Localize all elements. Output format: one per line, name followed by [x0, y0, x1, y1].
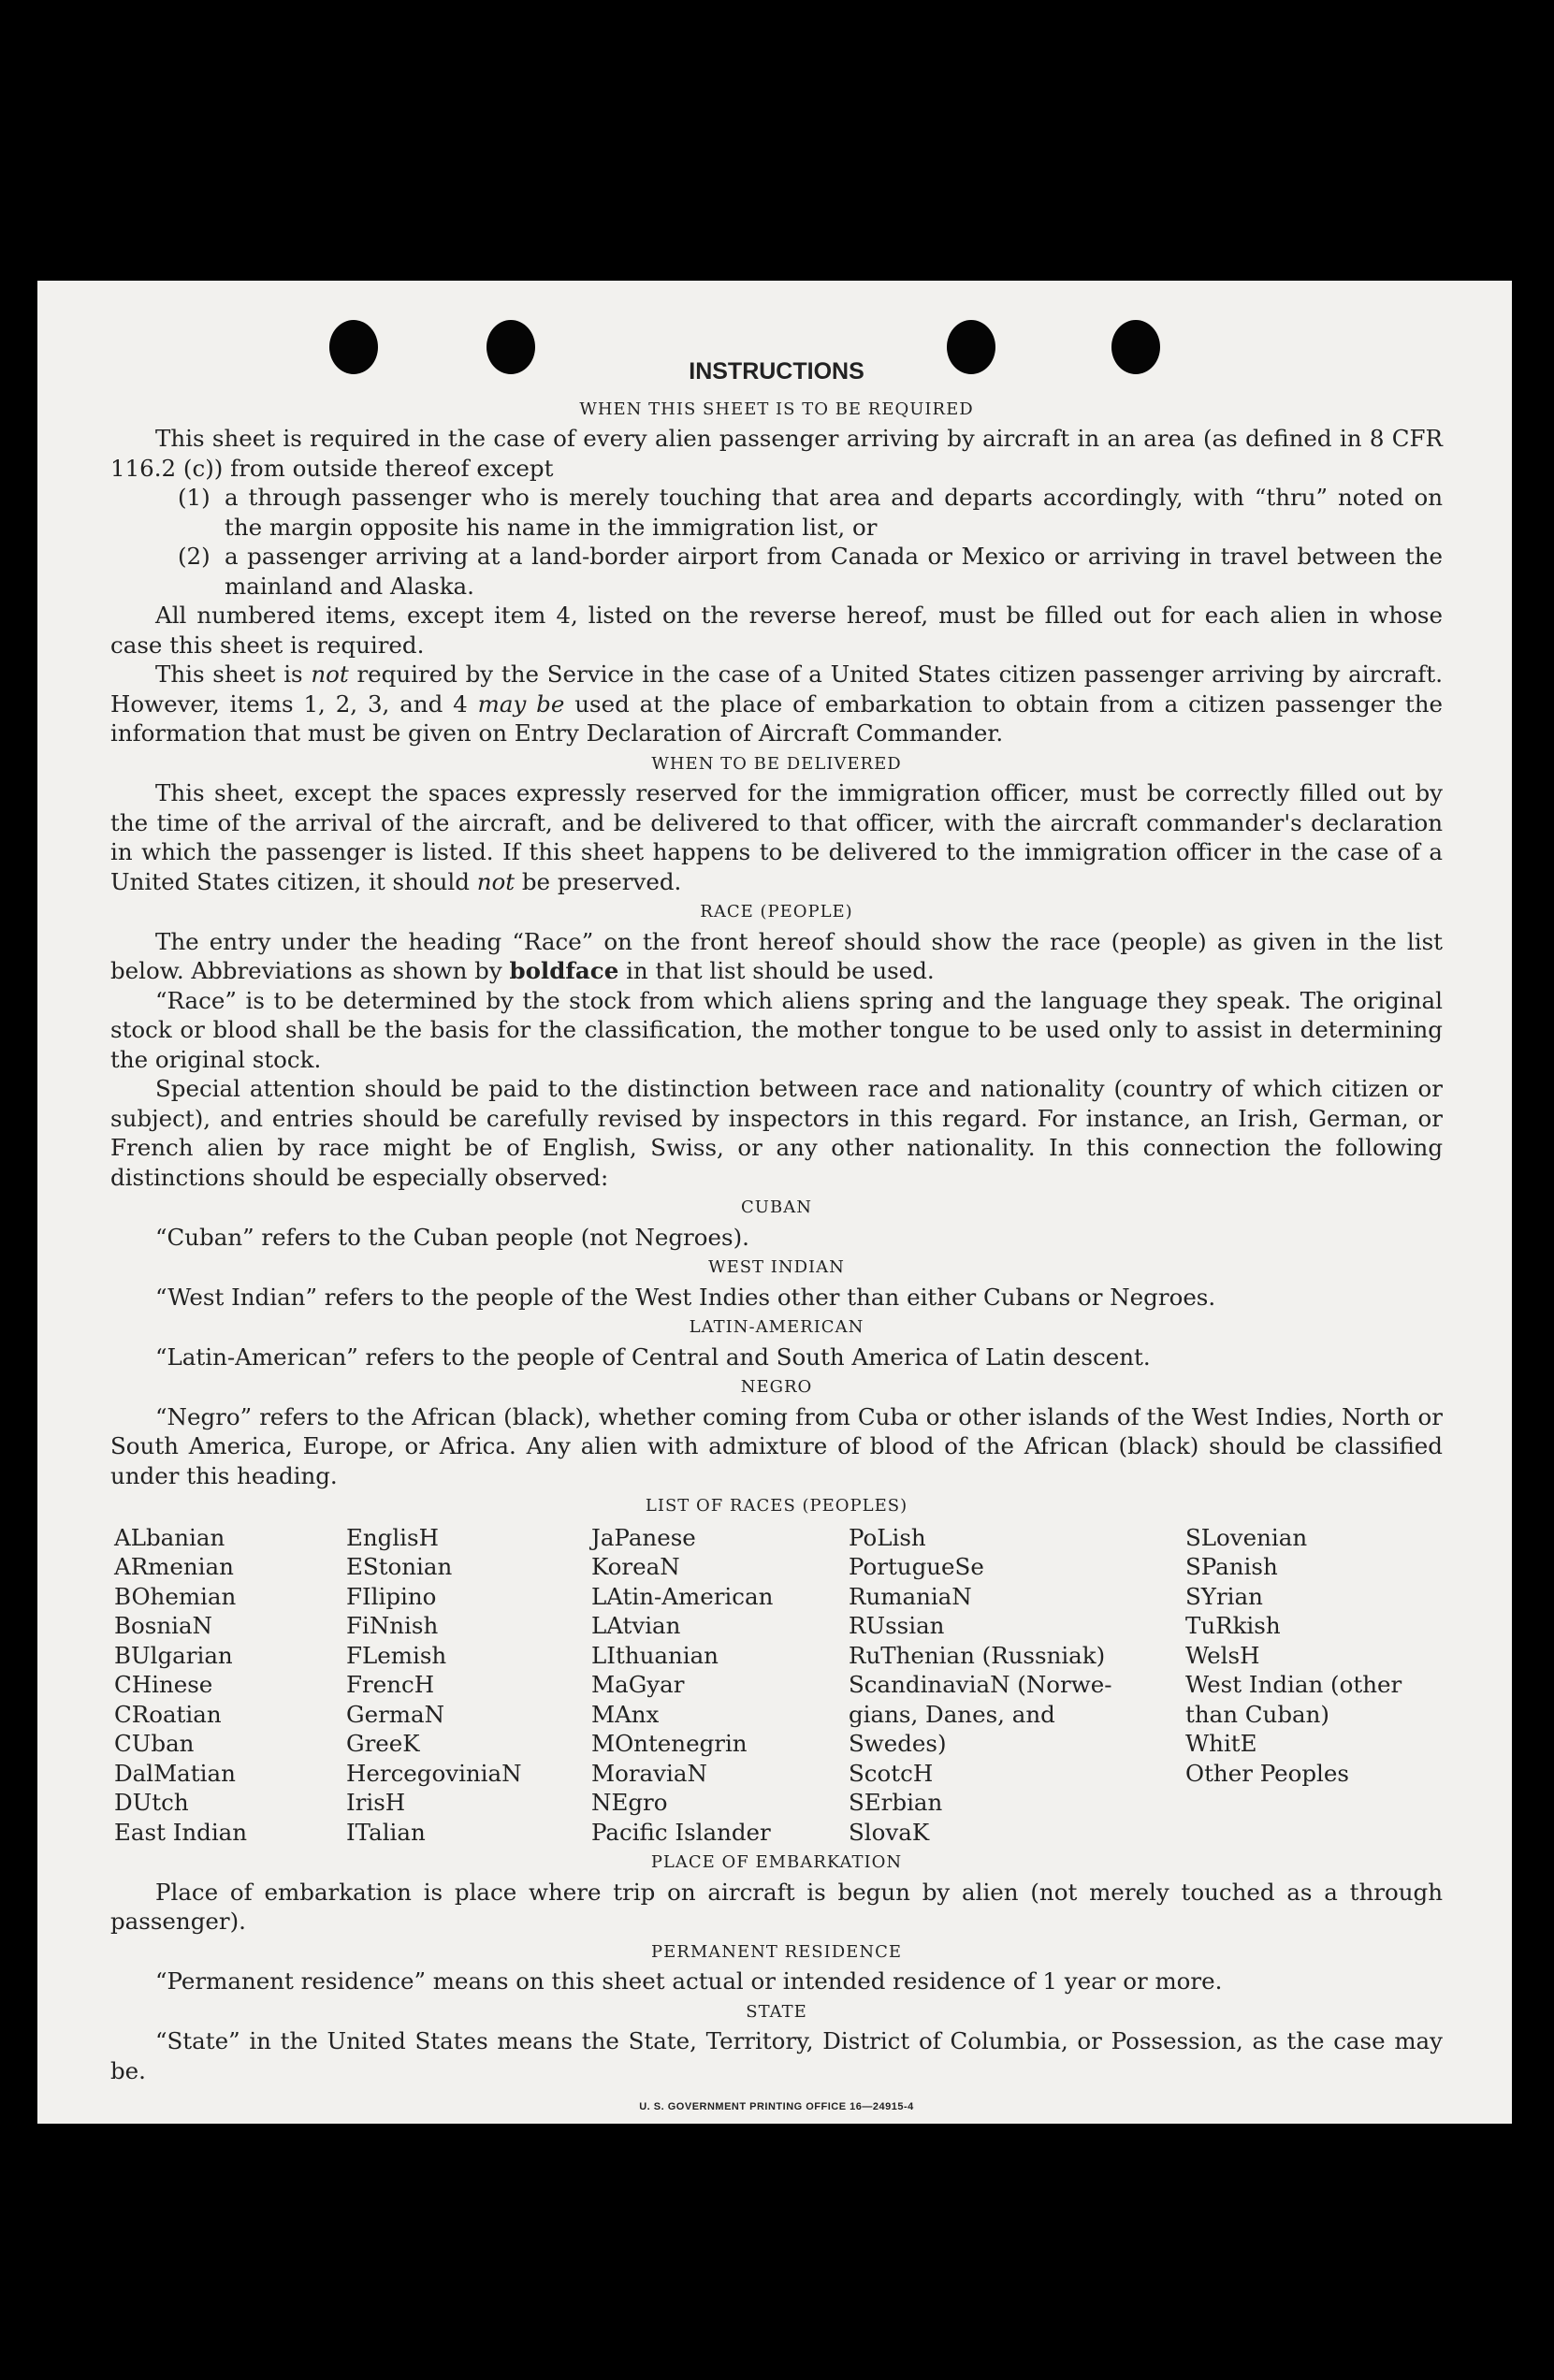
race-entry: BUlgarian — [114, 1641, 233, 1669]
list-item — [178, 542, 1443, 601]
race-entry: CUban — [114, 1730, 195, 1757]
race-entry: IrisH — [346, 1789, 406, 1816]
item-number: (2) — [178, 543, 211, 570]
race-entry: GreeK — [346, 1730, 420, 1757]
race-entry: EnglisH — [346, 1523, 439, 1551]
race-entry: RUssian — [849, 1612, 945, 1639]
item-text: a through passenger who is merely touching that area and departs accordingly, with “thru” noted on the margin opposite his name in the immigration list, or — [225, 484, 1443, 541]
instruction-sheet — [37, 281, 1512, 2124]
race-entry: than Cuban) — [1185, 1700, 1329, 1728]
race-entry: GermaN — [346, 1700, 445, 1728]
item-number: (1) — [178, 484, 211, 511]
race-entry: HercegoviniaN — [346, 1759, 522, 1787]
race-entry: WhitE — [1185, 1730, 1257, 1757]
race-entry: LAtvian — [591, 1612, 681, 1639]
race-entry: EStonian — [346, 1553, 453, 1580]
italic-text: not — [476, 867, 516, 895]
race-column — [346, 1523, 591, 1848]
punch-hole — [487, 320, 535, 374]
paragraph — [110, 927, 1443, 986]
punch-hole — [329, 320, 378, 374]
text-span: required by the Service in the case of a United States citizen passenger arriving by aircraft. However, items 1, 2, 3, and 4 — [110, 660, 1443, 718]
race-column — [114, 1523, 346, 1848]
paragraph: “State” in the United States means the State, Territory, District of Columbia, or Possession, as the case may be. — [110, 2027, 1443, 2084]
text-span: in that list should be used. — [618, 957, 935, 984]
text-span: This sheet, except the spaces expressly reserved for the immigration officer, must be correctly filled out by the time of the arrival of the aircraft, and be delivered to that officer, with the aircraft commander's declaration in which the passenger is listed. If this sheet happens to be delivered to the immigration officer in the case of a United States citizen, it should — [110, 779, 1443, 895]
race-entry: DUtch — [114, 1789, 189, 1816]
page-title: INSTRUCTIONS — [689, 358, 864, 385]
text-span: be preserved. — [515, 867, 682, 895]
race-entry: RumaniaN — [849, 1582, 972, 1610]
section-heading: PERMANENT RESIDENCE — [651, 1941, 902, 1962]
race-entry: KoreaN — [591, 1553, 680, 1580]
paragraph — [110, 778, 1443, 896]
paragraph: All numbered items, except item 4, listed on the reverse hereof, must be filled out for each alien in whose case this sheet is required. — [110, 602, 1443, 659]
race-entry: FIlipino — [346, 1582, 437, 1610]
race-entry: Other Peoples — [1185, 1759, 1349, 1787]
race-entry: FiNnish — [346, 1612, 439, 1639]
section-heading: WHEN THIS SHEET IS TO BE REQUIRED — [579, 399, 974, 419]
section-heading: LIST OF RACES (PEOPLES) — [645, 1496, 908, 1516]
race-entry: ScandinaviaN (Norwe- — [849, 1671, 1112, 1698]
race-entry: SLovenian — [1185, 1523, 1308, 1551]
paragraph: “Race” is to be determined by the stock from which aliens spring and the language they speak. The original stock or blood shall be the basis for the classification, the mother tongue to be used only to assist in determining the original stock. — [110, 986, 1443, 1073]
race-entry: LAtin-American — [591, 1582, 774, 1610]
race-entry: TuRkish — [1185, 1612, 1281, 1639]
race-entry: BosniaN — [114, 1612, 212, 1639]
race-entry: NEgro — [591, 1789, 668, 1816]
punch-hole — [947, 320, 995, 374]
race-entry: WelsH — [1185, 1641, 1260, 1669]
race-entry: PortugueSe — [849, 1553, 984, 1580]
section-heading: NEGRO — [740, 1377, 813, 1397]
paragraph: This sheet is required in the case of every alien passenger arriving by aircraft in an area (as defined in 8 CFR 116.2 (c)) from outside thereof except — [110, 425, 1443, 482]
race-column — [591, 1523, 849, 1848]
race-entry: SErbian — [849, 1789, 943, 1816]
paragraph: Special attention should be paid to the distinction between race and nationality (country of which citizen or subject), and entries should be carefully revised by inspectors in this regard. For instance, an Irish, German, or French alien by race might be of English, Swiss, or any other nationality. In this connection the following distinctions should be especially observed: — [110, 1075, 1443, 1191]
race-entry: ARmenian — [114, 1553, 234, 1580]
paragraph: “West Indian” refers to the people of the West Indies other than either Cubans or Negroes. — [155, 1283, 1216, 1311]
race-entry: MOntenegrin — [591, 1730, 748, 1757]
italic-text: not — [311, 660, 349, 688]
section-heading: WEST INDIAN — [708, 1257, 845, 1277]
race-entry: ALbanian — [114, 1523, 225, 1551]
race-entry: LIthuanian — [591, 1641, 719, 1669]
race-entry: Pacific Islander — [591, 1818, 771, 1846]
race-entry: MoraviaN — [591, 1759, 707, 1787]
race-entry: ScotcH — [849, 1759, 934, 1787]
section-heading: LATIN-AMERICAN — [689, 1317, 864, 1337]
section-heading: RACE (PEOPLE) — [700, 902, 853, 922]
section-heading: PLACE OF EMBARKATION — [650, 1852, 903, 1872]
section-heading: CUBAN — [741, 1197, 812, 1217]
paragraph: “Cuban” refers to the Cuban people (not Negroes). — [155, 1223, 749, 1251]
printer-footer: U. S. GOVERNMENT PRINTING OFFICE 16—24915-4 — [639, 2101, 914, 2112]
race-column — [1185, 1523, 1429, 1848]
race-entry: PoLish — [849, 1523, 926, 1551]
race-entry: FrencH — [346, 1671, 435, 1698]
bold-text: boldface — [509, 957, 619, 984]
race-entry: East Indian — [114, 1818, 248, 1846]
item-text: a passenger arriving at a land-border airport from Canada or Mexico or arriving in travel between the mainland and Alaska. — [225, 543, 1443, 600]
paragraph — [110, 660, 1443, 748]
section-heading: STATE — [746, 2001, 807, 2022]
race-entry: DalMatian — [114, 1759, 236, 1787]
race-entry: gians, Danes, and — [849, 1700, 1055, 1728]
race-entry: FLemish — [346, 1641, 447, 1669]
text-span: used at the place of embarkation to obtain from a citizen passenger the information that must be given on Entry Declaration of Aircraft Commander. — [110, 689, 1443, 747]
text-span: This sheet is — [155, 660, 312, 688]
text-span: The entry under the heading “Race” on the front hereof should show the race (people) as given in the list below. Abbreviations as shown by — [110, 927, 1443, 984]
race-entry: Swedes) — [849, 1730, 947, 1757]
list-item — [178, 483, 1443, 542]
section-heading: WHEN TO BE DELIVERED — [651, 753, 902, 774]
race-column — [849, 1523, 1185, 1848]
punch-hole — [1111, 320, 1160, 374]
race-entry: RuThenian (Russniak) — [849, 1641, 1106, 1669]
paragraph: “Latin-American” refers to the people of Central and South America of Latin descent. — [155, 1342, 1151, 1371]
race-entry: CHinese — [114, 1671, 213, 1698]
paragraph: “Negro” refers to the African (black), whether coming from Cuba or other islands of the West Indies, North or South America, Europe, or Africa. Any alien with admixture of blood of the African (black) should be classified under this heading. — [110, 1402, 1443, 1489]
race-entry: MaGyar — [591, 1671, 685, 1698]
race-entry: SPanish — [1185, 1553, 1278, 1580]
race-entry: SYrian — [1185, 1582, 1263, 1610]
race-entry: SlovaK — [849, 1818, 930, 1846]
paragraph: Place of embarkation is place where trip on aircraft is begun by alien (not merely touched as a through passenger). — [110, 1878, 1443, 1935]
race-entry: MAnx — [591, 1700, 660, 1728]
race-entry: BOhemian — [114, 1582, 237, 1610]
race-entry: CRoatian — [114, 1700, 222, 1728]
race-entry: West Indian (other — [1185, 1671, 1402, 1698]
race-list — [114, 1523, 1443, 1848]
italic-text: may be — [477, 689, 565, 718]
paragraph: “Permanent residence” means on this sheet actual or intended residence of 1 year or more. — [155, 1967, 1223, 1995]
race-entry: JaPanese — [591, 1523, 696, 1551]
race-entry: ITalian — [346, 1818, 426, 1846]
